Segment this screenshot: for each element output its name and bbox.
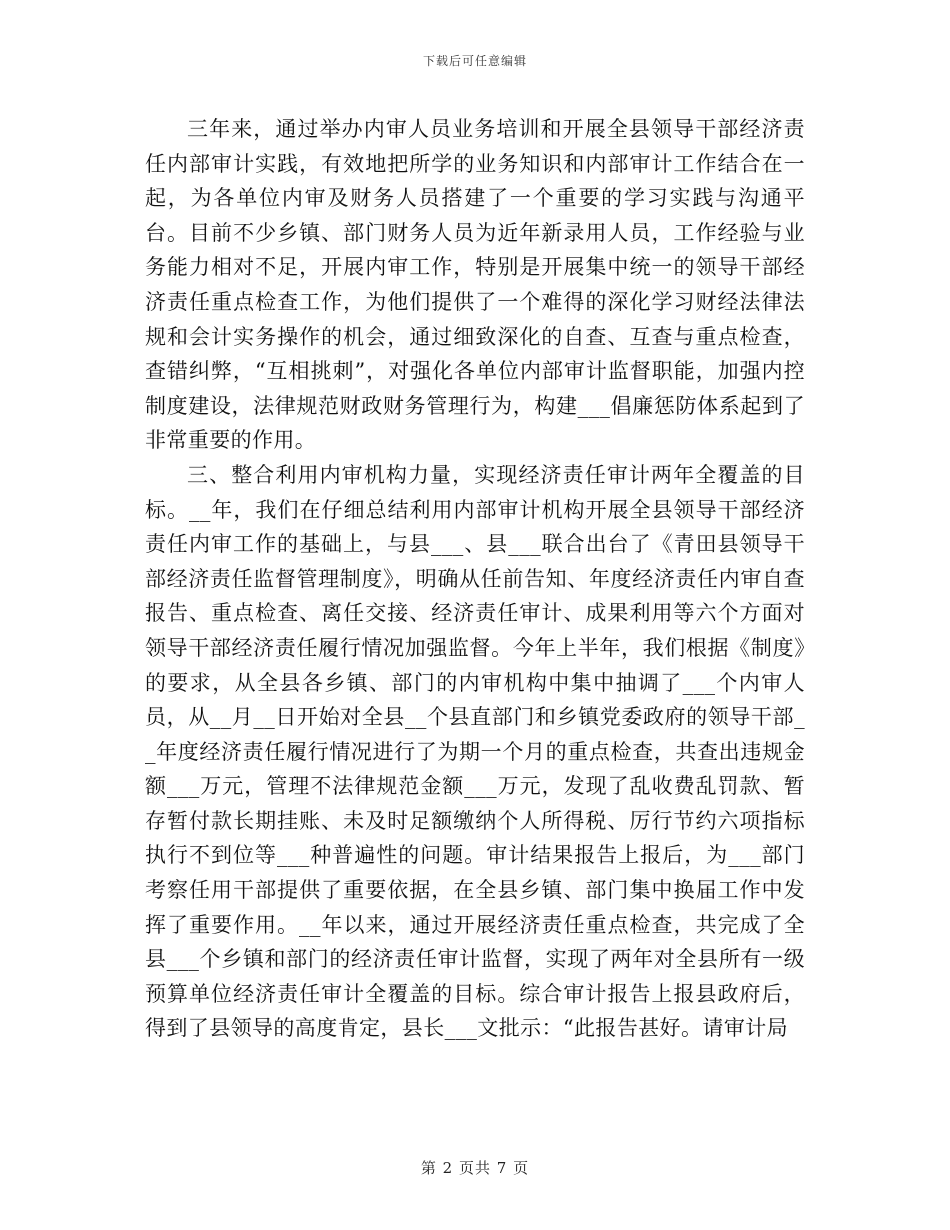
page-number: 第 2 页共 7 页 [420, 1159, 530, 1177]
document-body [145, 112, 805, 1046]
page-header: 下载后可任意编辑 [422, 54, 527, 68]
paragraph-section-three: 三、整合利用内审机构力量，实现经济责任审计两年全覆盖的目标。__年，我们在仔细总结利用内部审计机构开展全县领导干部经济责任内审工作的基础上，与县___、县___联合出台了《青田县领导干部经济责任监督管理制度》，明确从任前告知、年度经济责任内审自查报告、重点检查、离任交接、经济责任审计、成果利用等六个方面对领导干部经济责任履行情况加强监督。今年上半年，我们根据《制度》的要求，从全县各乡镇、部门的内审机构中集中抽调了___个内审人员，从__月__日开始对全县__个县直部门和乡镇党委政府的领导干部__年度经济责任履行情况进行了为期一个月的重点检查，共查出违规金额___万元，管理不法律规范金额___万元，发现了乱收费乱罚款、暂存暂付款长期挂账、未及时足额缴纳个人所得税、厉行节约六项指标执行不到位等___种普遍性的问题。审计结果报告上报后，为___部门考察任用干部提供了重要依据，在全县乡镇、部门集中换届工作中发挥了重要作用。__年以来，通过开展经济责任重点检查，共完成了全县___个乡镇和部门的经济责任审计监督，实现了两年对全县所有一级预算单位经济责任审计全覆盖的目标。综合审计报告上报县政府后，得到了县领导的高度肯定，县长___文批示：“此报告甚好。请审计局 [145, 462, 805, 1041]
paragraph-achievements: 三年来，通过举办内审人员业务培训和开展全县领导干部经济责任内部审计实践，有效地把所学的业务知识和内部审计工作结合在一起，为各单位内审及财务人员搭建了一个重要的学习实践与沟通平台。目前不少乡镇、部门财务人员为近年新录用人员，工作经验与业务能力相对不足，开展内审工作，特别是开展集中统一的领导干部经济责任重点检查工作，为他们提供了一个难得的深化学习财经法律法规和会计实务操作的机会，通过细致深化的自查、互查与重点检查，查错纠弊，“互相挑刺”，对强化各单位内部审计监督职能，加强内控制度建设，法律规范财政财务管理行为，构建___倡廉惩防体系起到了非常重要的作用。 [145, 117, 805, 453]
